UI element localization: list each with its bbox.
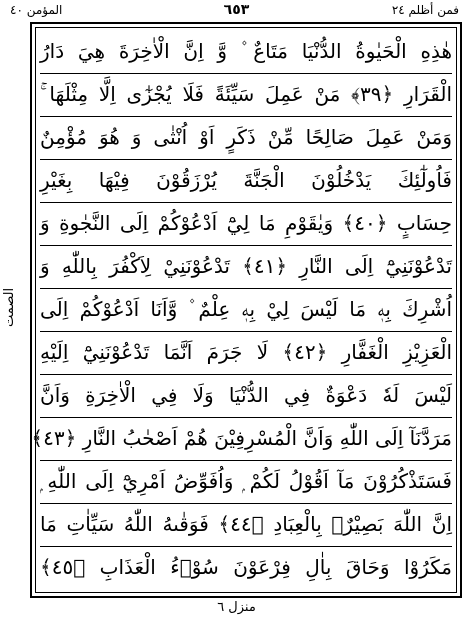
text-line: وَمَنْ عَمِلَ صَالِحًا مِّنْ ذَكَرٍ اَوْ اُنْثٰى وَ هُوَ مُؤْمِنٌ [40, 125, 452, 149]
text-line: اُشْرِكَ بِهٖ مَا لَيْسَ لِيْ بِهٖ عِلْمٌ ۫ وَّاَنَا اَدْعُوْكُمْ اِلَى [40, 297, 452, 321]
page-footer: منزل ٦ [217, 600, 256, 615]
line-rule [40, 546, 452, 547]
line-rule [40, 417, 452, 418]
text-line: الْعَزِيْزِ الْغَفَّارِ ﴿٤٢﴾ لَا جَرَمَ اَنَّمَا تَدْعُوْنَنِيْٓ اِلَيْهِ [40, 340, 452, 364]
line-rule [40, 73, 452, 74]
line-rule [40, 503, 452, 504]
text-line: مَكَرُوْا وَحَاقَ بِاٰلِ فِرْعَوْنَ سُوْۤءُ الْعَذَابِ ﴿٤٥﴾ [40, 555, 452, 579]
text-line: مَرَدَّنَآ اِلَى اللّٰهِ وَاَنَّ الْمُسْرِفِيْنَ هُمْ اَصْحٰبُ النَّارِ ﴿٤٣﴾ [31, 426, 452, 450]
text-line: هٰذِهِ الْحَيٰوةُ الدُّنْيَا مَتَاعٌ ۫ وَّ اِنَّ الْاٰخِرَةَ هِيَ دَارُ [40, 39, 452, 63]
page-number: ٦٥٣ [223, 2, 250, 18]
line-rule [40, 202, 452, 203]
line-rule [40, 245, 452, 246]
text-line: حِسَابٍ ﴿٤٠﴾ وَيٰقَوْمِ مَا لِيْٓ اَدْعُوْكُمْ اِلَى النَّجٰوةِ وَ [40, 211, 453, 235]
line-rule [40, 288, 452, 289]
line-rule [40, 116, 452, 117]
line-rule [40, 159, 452, 160]
margin-note: الصمت [2, 287, 17, 327]
text-line: لَيْسَ لَهٗ دَعْوَةٌ فِي الدُّنْيَا وَلَا فِي الْاٰخِرَةِ وَاَنَّ [40, 383, 452, 407]
text-line: فَسَتَذْكُرُوْنَ مَآ اَقُوْلُ لَكُمْ ۭ وَاُفَوِّضُ اَمْرِيْٓ اِلَى اللّٰهِ ۭ [40, 469, 452, 493]
line-rule [40, 331, 452, 332]
line-rule [40, 374, 452, 375]
header-surah-part: فمن أظلم ٢٤ [391, 3, 459, 17]
text-line: تَدْعُوْنَنِيْٓ اِلَى النَّارِ ﴿٤١﴾ تَدْعُوْنَنِيْ لِاَكْفُرَ بِاللّٰهِ وَ [40, 254, 452, 278]
text-line: الْقَرَارِ ﴿٣٩﴾ مَنْ عَمِلَ سَيِّئَةً فَلَا يُجْزٰٓى اِلَّا مِثْلَهَا ۚ [40, 82, 452, 106]
text-line: فَاُولٰٓئِكَ يَدْخُلُوْنَ الْجَنَّةَ يُرْزَقُوْنَ فِيْهَا بِغَيْرِ [40, 168, 452, 192]
text-line: اِنَّ اللّٰهَ بَصِيْرٌۢ بِالْعِبَادِ ﴿٤٤﴾ فَوَقٰىهُ اللّٰهُ سَيِّاٰتِ مَا [40, 512, 453, 536]
header-surah-name: المؤمن ٤٠ [10, 3, 63, 17]
line-rule [40, 460, 452, 461]
text-block [31, 30, 453, 590]
